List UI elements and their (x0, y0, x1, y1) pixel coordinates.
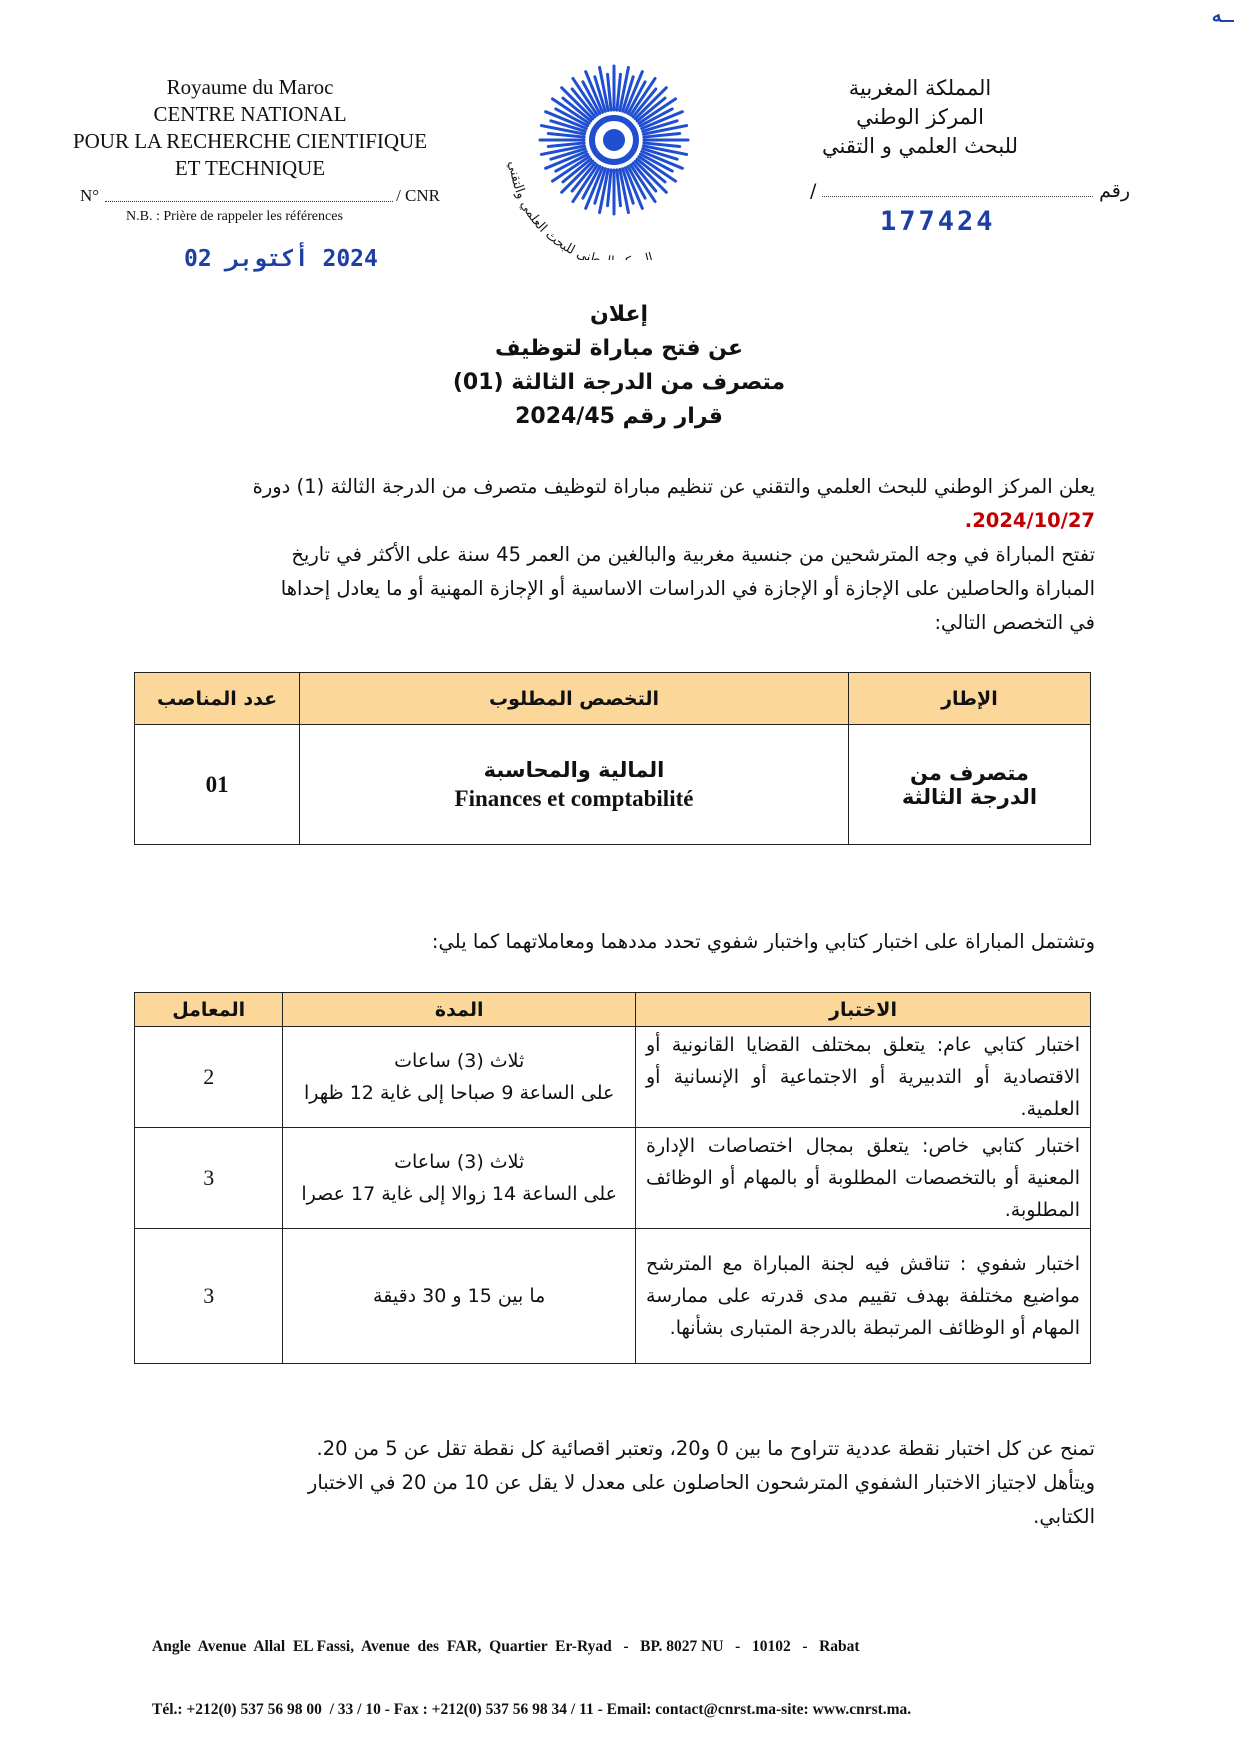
exams-table (134, 992, 1091, 1364)
col-header-coefficient: المعامل (135, 993, 283, 1027)
duration-time: على الساعة 9 صباحا إلى غاية 12 ظهرا (304, 1082, 615, 1104)
cell-coefficient: 3 (135, 1128, 283, 1229)
cell-positions: 01 (135, 725, 300, 845)
title-line2: عن فتح مباراة لتوظيف (494, 336, 744, 361)
cell-duration (283, 1128, 636, 1229)
cell-coefficient: 3 (135, 1229, 283, 1364)
specialty-arabic: المالية والمحاسبة (483, 757, 665, 782)
cell-test: اختبار كتابي خاص: يتعلق بمجال اختصاصات الإدارة المعنية أو بالتخصصات المطلوبة أو بالمهام أو الوظائف المطلوبة. (636, 1128, 1091, 1229)
footer-address (152, 1594, 1052, 1741)
header-ar-line2: المركز الوطني (856, 105, 984, 129)
duration-hours: ثلاث (3) ساعات (394, 1050, 525, 1072)
reference-dots (105, 201, 393, 202)
cell-coefficient: 2 (135, 1027, 283, 1128)
cell-frame: متصرف من الدرجة الثالثة (848, 725, 1090, 845)
reference-dots-ar (822, 196, 1093, 197)
col-header-test: الاختبار (636, 993, 1091, 1027)
duration-time: ما بين 15 و 30 دقيقة (373, 1285, 546, 1307)
title-line4: قرار رقم 2024/45 (515, 404, 723, 429)
table-row (135, 1229, 1091, 1364)
scoring-line1: تمنح عن كل اختبار نقطة عددية تتراوح ما بين 0 و20، وتعتبر اقصائية كل نقطة تقل عن 5 من 20. (316, 1437, 1095, 1460)
exam-intro: وتشتمل المباراة على اختبار كتابي واختبار شفوي تحدد مددهما ومعاملاتهما كما يلي: (431, 930, 1095, 953)
duration-hours: ثلاث (3) ساعات (394, 1151, 525, 1173)
col-header-duration: المدة (283, 993, 636, 1027)
intro-line5: في التخصص التالي: (934, 611, 1095, 634)
positions-table (134, 672, 1091, 845)
cell-specialty (300, 725, 849, 845)
intro-text (140, 470, 1095, 640)
header-fr-line4: ET TECHNIQUE (174, 156, 326, 180)
intro-line1: يعلن المركز الوطني للبحث العلمي والتقني عن تنظيم مباراة لتوظيف متصرف من الدرجة الثالثة (1) دورة (252, 475, 1095, 498)
cnrst-logo (490, 60, 750, 260)
corner-mark: ـه (1212, 6, 1234, 27)
intro-line4: المباراة والحاصلين على الإجازة أو الإجازة في الدراسات الاساسية أو الإجازة المهنية أو ما يعادل إحداها (280, 577, 1095, 600)
cell-test: اختبار كتابي عام: يتعلق بمختلف القضايا القانونية أو الاقتصادية أو التدبيرية أو الاجتماعية أو الإنسانية أو العلمية. (636, 1027, 1091, 1128)
reference-suffix: / CNR (396, 186, 440, 205)
intro-line3: تفتح المباراة في وجه المترشحين من جنسية مغربية والبالغين من العمر 45 سنة على الأكثر في تاريخ (291, 543, 1095, 566)
reference-line-fr (80, 186, 440, 206)
reference-number-stamp: 177424 (880, 206, 996, 237)
scoring-line2: ويتأهل لاجتياز الاختبار الشفوي المترشحون الحاصلون على معدل لا يقل عن 10 من 20 في الاختبار (307, 1471, 1095, 1494)
header-arabic (780, 74, 1060, 161)
col-header-positions: عدد المناصب (135, 673, 300, 725)
cell-duration (283, 1229, 636, 1364)
reference-prefix: N° (80, 186, 100, 205)
header-fr-line1: Royaume du Maroc (166, 75, 334, 99)
title-line3: متصرف من الدرجة الثالثة (01) (452, 370, 786, 395)
header-french (60, 74, 440, 182)
sunburst-icon (490, 60, 750, 260)
reference-line-ar: رقم / (810, 180, 1130, 202)
scoring-rules (140, 1432, 1095, 1534)
title-line1: إعلان (589, 302, 649, 327)
header-ar-line3: للبحث العلمي و التقني (821, 134, 1019, 158)
scoring-line3: الكتابي. (1033, 1505, 1095, 1528)
date-stamp: 2024 أكتوبر 02 (184, 246, 378, 272)
intro-contest-date: 2024/10/27. (964, 509, 1095, 532)
footer-line1: Angle Avenue Allal EL Fassi, Avenue des FAR, Quartier Er-Ryad - BP. 8027 NU - 10102 - Rabat (152, 1638, 860, 1655)
references-note: N.B. : Prière de rappeler les références (126, 209, 343, 224)
cell-duration (283, 1027, 636, 1128)
specialty-french: Finances et comptabilité (454, 785, 694, 811)
table-row (135, 1027, 1091, 1128)
col-header-frame: الإطار (848, 673, 1090, 725)
header-fr-line2: CENTRE NATIONAL (153, 102, 347, 126)
announcement-title (300, 298, 938, 434)
logo-arc-text: ال طني للبحث العلمي والتقني (505, 160, 655, 260)
cell-test: اختبار شفوي : تناقش فيه لجنة المباراة مع المترشح مواضيع مختلفة بهدف تقييم مدى قدرته على ممارسة المهام أو الوظائف المرتبطة بالدرجة المتبارى بشأنها. (636, 1229, 1091, 1364)
reference-label-ar: رقم (1099, 180, 1130, 202)
duration-time: على الساعة 14 زوالا إلى غاية 17 عصرا (301, 1183, 617, 1205)
header-ar-line1: المملكة المغربية (848, 76, 992, 100)
header-fr-line3: POUR LA RECHERCHE CIENTIFIQUE (72, 129, 428, 153)
footer-line2: Tél.: +212(0) 537 56 98 00 / 33 / 10 - Fax : +212(0) 537 56 98 34 / 11 - Email: contact@cnrst.ma-site: www.cnrst.ma. (152, 1701, 912, 1718)
col-header-specialty: التخصص المطلوب (300, 673, 849, 725)
table-row (135, 1128, 1091, 1229)
